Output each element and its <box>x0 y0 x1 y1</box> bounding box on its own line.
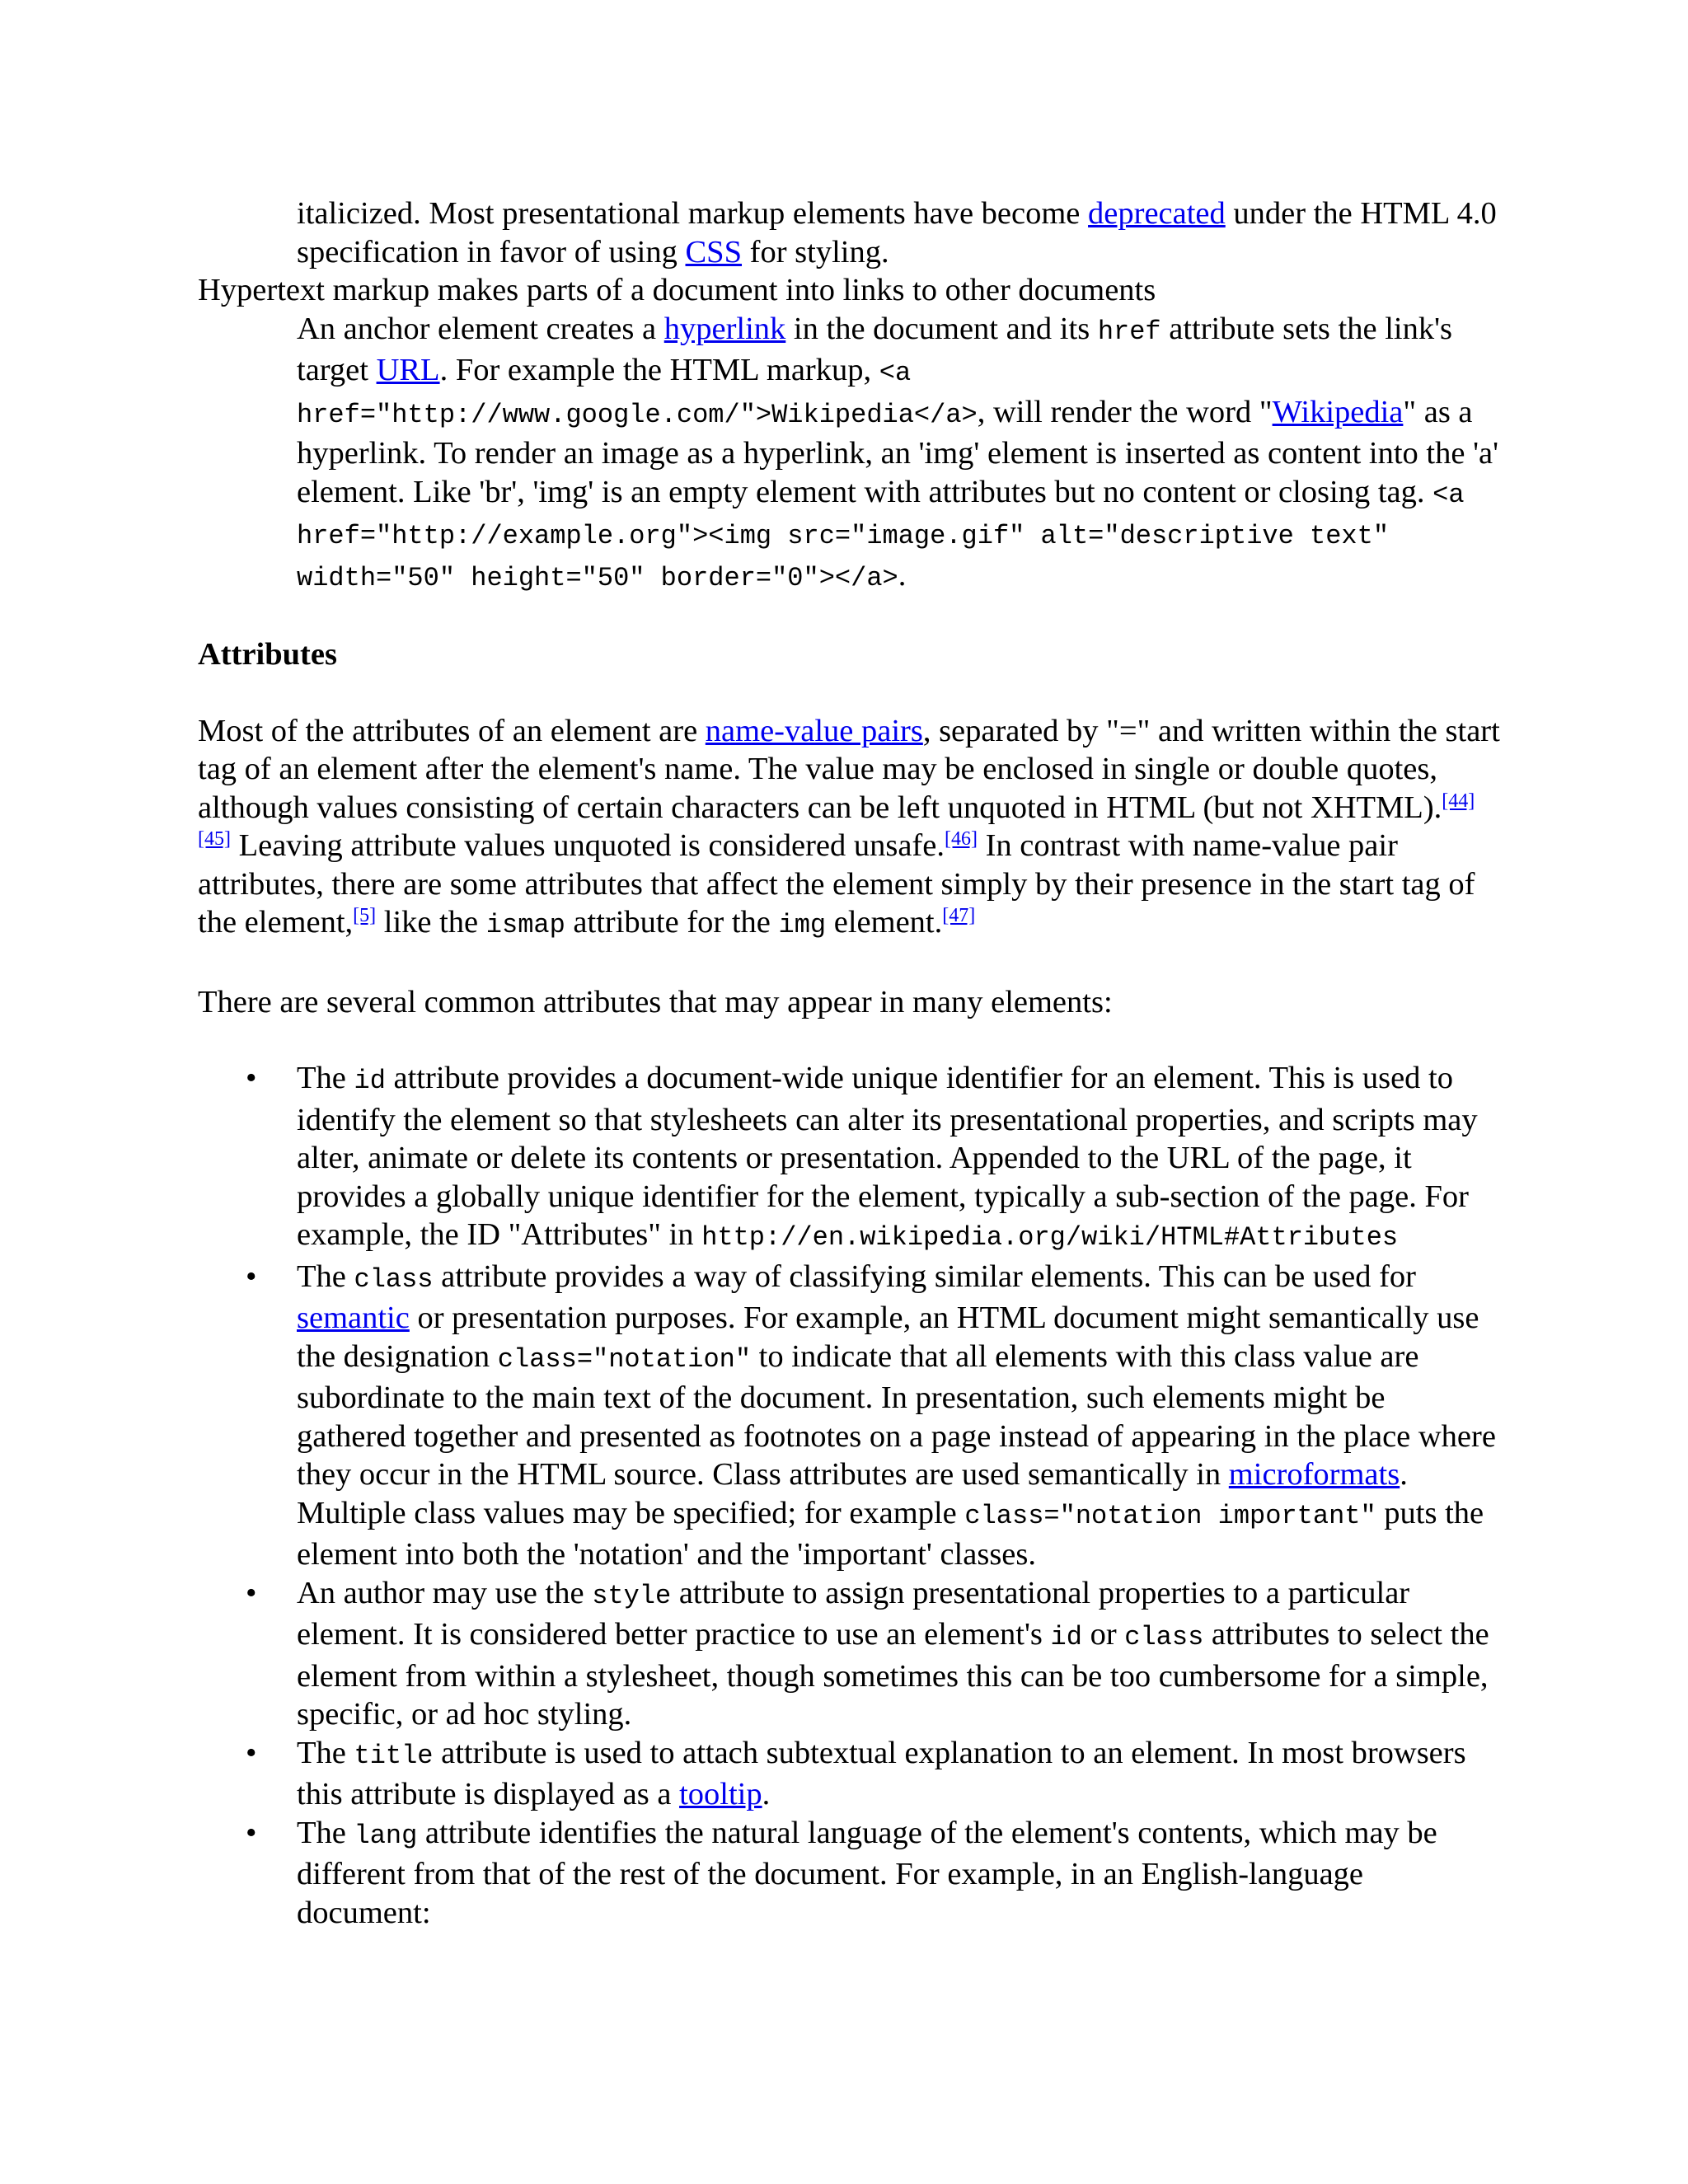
intro-paragraph <box>198 194 1500 271</box>
code-url-example: http://en.wikipedia.org/wiki/HTML#Attributes <box>701 1222 1399 1253</box>
code-img: img <box>778 910 827 940</box>
citation-link[interactable]: [44] <box>1442 790 1475 812</box>
text-run: . Multiple class values may be specified; for example <box>297 1457 1408 1530</box>
text-run: in the document and its <box>785 311 1098 346</box>
text-run: An anchor element creates a <box>297 311 664 346</box>
text-run: attribute sets the link's target <box>297 311 1453 387</box>
code-ismap: ismap <box>485 910 565 940</box>
text-run: or <box>1081 1617 1125 1652</box>
citation-45[interactable] <box>198 828 231 850</box>
spacer <box>198 1021 1500 1059</box>
code-class-notation: class="notation" <box>497 1343 752 1375</box>
text-run: , separated by "=" and written within the start tag of an element after the element's name. The value may be enclosed in single or double quotes, although values consisting of certain characters can be left unquoted in HTML (but not XHTML). <box>198 713 1500 825</box>
text-run: under the HTML 4.0 specification in favor of using <box>297 196 1497 269</box>
link-tooltip[interactable]: tooltip <box>679 1777 762 1811</box>
text-run: Most of the attributes of an element are <box>198 713 706 748</box>
text-run: . For example the HTML markup, <box>439 353 879 387</box>
text-run: An author may use the <box>297 1575 593 1610</box>
text-run: attribute provides a way of classifying similar elements. This can be used for <box>433 1258 1416 1294</box>
spacer <box>198 674 1500 712</box>
link-microformats[interactable]: microformats <box>1228 1457 1400 1492</box>
text-run: The <box>297 1735 354 1770</box>
code-href: href <box>1097 316 1161 347</box>
code-class: class <box>354 1263 434 1295</box>
citation-5[interactable] <box>353 905 376 926</box>
citation-link[interactable]: [5] <box>353 905 377 926</box>
text-run: like the <box>376 905 486 940</box>
code-id: id <box>354 1066 386 1096</box>
code-example-img: <a href="http://example.org"><img src="image.gif" alt="descriptive text" width="50" height="50" border="0"></a> <box>297 479 1465 593</box>
list-item-class <box>198 1258 1500 1574</box>
attributes-paragraph <box>198 712 1500 945</box>
text-run: attribute provides a document-wide unique identifier for an element. This is used to identify the element so that stylesheets can alter its presentational properties, and scripts may alter, animate or delete its contents or presentation. Appended to the URL of the page, it provides a globally unique identifier for the element, typically a sub-section of the page. For example, the ID "Attributes" in <box>297 1061 1478 1252</box>
common-attributes-intro: There are several common attributes that may appear in many elements: <box>198 984 1113 1019</box>
text-run: , will render the word " <box>977 394 1273 429</box>
citation-46[interactable] <box>945 828 978 850</box>
citation-44[interactable] <box>1442 790 1475 812</box>
link-semantic[interactable]: semantic <box>297 1301 410 1335</box>
text-run: The <box>297 1815 354 1850</box>
list-item-title <box>198 1734 1500 1814</box>
code-lang: lang <box>354 1820 418 1851</box>
text-run: attributes to select the element from within a stylesheet, though sometimes this can be too cumbersome for a simple, specific, or ad hoc styling. <box>297 1617 1489 1732</box>
link-css[interactable]: CSS <box>685 234 743 269</box>
common-attributes-list <box>198 1059 1500 1932</box>
list-item-lang <box>198 1814 1500 1933</box>
text-run: or presentation purposes. For example, an HTML document might semantically use the designation <box>297 1301 1479 1374</box>
list-item-id <box>198 1059 1500 1258</box>
hypertext-description <box>198 310 1500 598</box>
link-hyperlink[interactable]: hyperlink <box>663 311 786 346</box>
citation-link[interactable]: [47] <box>942 905 976 926</box>
citation-link[interactable]: [45] <box>198 828 231 850</box>
text-run: to indicate that all elements with this class value are subordinate to the main text of the document. In presentation, such elements might be gathered together and presented as footnotes on a page instead of appearing in the place where they occur in the HTML source. Class attributes are used semantically in <box>297 1338 1496 1492</box>
text-run: attribute is used to attach subtextual explanation to an element. In most browsers this attribute is displayed as a <box>297 1735 1466 1811</box>
link-wikipedia[interactable]: Wikipedia <box>1272 394 1404 429</box>
text-run: . <box>898 557 907 593</box>
link-url[interactable]: URL <box>376 353 440 387</box>
text-run: " as a hyperlink. To render an image as a hyperlink, an 'img' element is inserted as content into the 'a' element. Like 'br', 'img' is an empty element with attributes but no content or closing tag. <box>297 394 1499 509</box>
text-run: element. <box>826 905 943 940</box>
text-run: for styling. <box>742 234 889 269</box>
hypertext-term: Hypertext markup makes parts of a document into links to other documents <box>198 273 1156 307</box>
code-title: title <box>354 1740 434 1771</box>
text-run: The <box>297 1061 354 1095</box>
text-run: . <box>762 1777 771 1811</box>
code-class-inline: class <box>1124 1622 1204 1652</box>
code-example-anchor: <a href="http://www.google.com/">Wikipedia</a> <box>297 358 978 430</box>
code-class-notation-important: class="notation important" <box>964 1500 1376 1531</box>
link-name-value-pairs[interactable]: name-value pairs <box>705 713 923 748</box>
spacer <box>198 945 1500 983</box>
code-style: style <box>592 1580 672 1611</box>
text-run: attribute for the <box>565 905 779 940</box>
text-run: attribute to assign presentational properties to a particular element. It is considered better practice to use an element's <box>297 1575 1410 1652</box>
text-run: In contrast with name-value pair attributes, there are some attributes that affect the element simply by their presence in the start tag of the element, <box>198 828 1475 940</box>
text-run: attribute identifies the natural language of the element's contents, which may be different from that of the rest of the document. For example, in an English-language document: <box>297 1815 1437 1930</box>
text-run: puts the element into both the 'notation' and the 'important' classes. <box>297 1495 1484 1572</box>
document-content <box>198 194 1500 1932</box>
citation-link[interactable]: [46] <box>944 828 978 850</box>
list-item-style <box>198 1574 1500 1734</box>
text-run: The <box>297 1258 354 1294</box>
link-deprecated[interactable]: deprecated <box>1088 196 1226 231</box>
spacer <box>198 598 1500 635</box>
citation-47[interactable] <box>942 905 975 926</box>
text-run: Leaving attribute values unquoted is considered unsafe. <box>230 828 945 863</box>
code-id-inline: id <box>1050 1622 1082 1652</box>
text-run: italicized. Most presentational markup elements have become <box>297 196 1089 231</box>
section-heading-attributes: Attributes <box>198 637 337 672</box>
